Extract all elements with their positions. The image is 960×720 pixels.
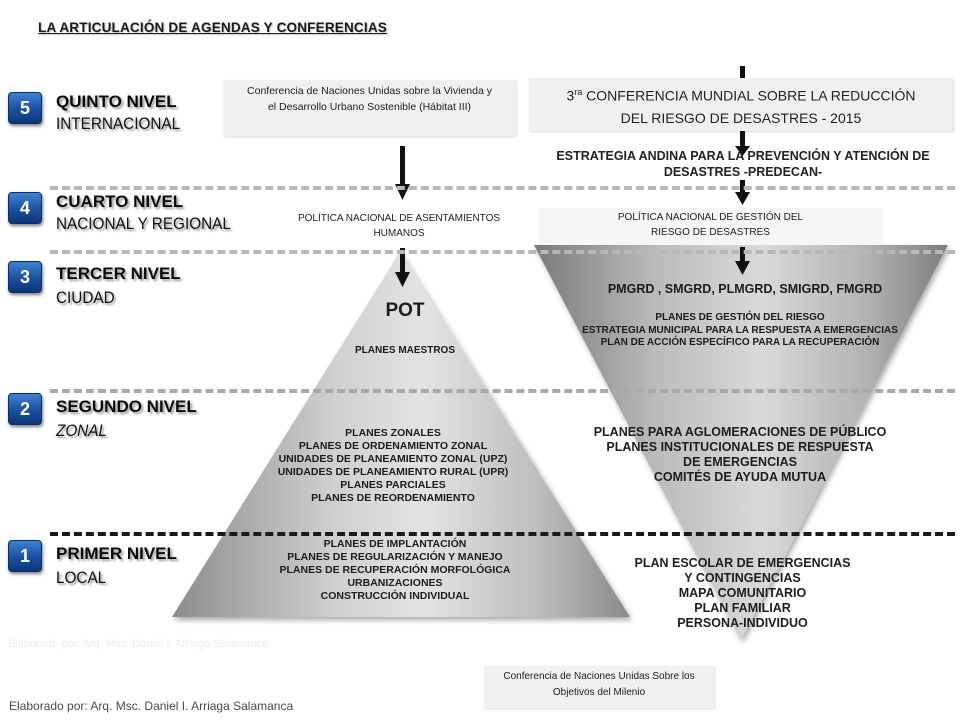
level-subtitle: CIUDAD: [56, 288, 115, 307]
faded-credit-box: [0, 632, 420, 670]
arrow-down-icon: [735, 180, 750, 205]
local-risk-plan-item: PERSONA-INDIVIDUO: [677, 616, 808, 630]
city-risk-header: PMGRD , SMGRD, PLMGRD, SMIGRD, FMGRD: [607, 282, 883, 296]
city-risk-plans: [545, 312, 935, 350]
national-settlements-policy: POLÍTICA NACIONAL DE ASENTAMIENTOS HUMANOS: [297, 213, 501, 239]
local-plan-item: PLANES DE REGULARIZACIÓN Y MANEJO: [287, 551, 503, 563]
city-risk-plan-item: PLAN DE ACCIÓN ESPECÍFICO PARA LA RECUPERACIÓN: [600, 337, 880, 348]
local-risk-plan-item: Y CONTINGENCIAS: [684, 571, 801, 585]
level-title: SEGUNDO NIVEL: [56, 397, 197, 416]
risk-policy-box: [538, 208, 883, 244]
planes-maestros-label: PLANES MAESTROS: [354, 345, 455, 356]
zonal-plan-item: PLANES ZONALES: [345, 427, 441, 439]
mdg-conference-text: Conferencia de Naciones Unidas Sobre los Objetivos del Milenio: [503, 671, 695, 698]
risk-policy-text: POLÍTICA NACIONAL DE GESTIÓN DEL RIESGO DE DESASTRES: [617, 212, 804, 238]
zonal-risk-plans: [555, 425, 925, 485]
city-risk-plan-item: ESTRATEGIA MUNICIPAL PARA LA RESPUESTA A EMERGENCIAS: [582, 324, 898, 336]
sendai-conference-box: [529, 78, 953, 131]
level-title: TERCER NIVEL: [56, 264, 181, 283]
zonal-plan-item: PLANES DE ORDENAMIENTO ZONAL: [298, 440, 488, 452]
author-credit: Elaborado por: Arq. Msc. Daniel I. Arriaga Salamanca: [9, 699, 294, 713]
city-risk-plan-item: PLANES DE GESTIÓN DEL RIESGO: [655, 312, 825, 323]
sendai-line-1: [529, 81, 953, 107]
habitat-conference-box: [223, 80, 516, 136]
sendai-text: CONFERENCIA MUNDIAL SOBRE LA REDUCCIÓN: [582, 87, 916, 104]
level-number-badge: 5: [8, 92, 42, 124]
local-plan-item: URBANIZACIONES: [347, 577, 443, 589]
diagram-title: LA ARTICULACIÓN DE AGENDAS Y CONFERENCIAS: [38, 20, 387, 35]
sendai-ordinal: 3: [566, 87, 575, 104]
zonal-risk-plan-item: PLANES PARA AGLOMERACIONES DE PÚBLICO: [593, 425, 887, 439]
predecan-strategy: ESTRATEGIA ANDINA PARA LA PREVENCIÓN Y ATENCIÓN DE DESASTRES -PREDECAN-: [556, 149, 930, 179]
local-risk-plan-item: PLAN FAMILIAR: [694, 601, 791, 615]
level-separator: [50, 532, 955, 536]
level-number-badge: 3: [8, 261, 42, 293]
pot-label: POT: [385, 300, 425, 321]
level-number-badge: 1: [8, 540, 42, 572]
sendai-line-2: DEL RIESGO DE DESASTRES - 2015: [620, 109, 862, 126]
level-separator: [50, 250, 955, 254]
zonal-plan-item: UNIDADES DE PLANEAMIENTO ZONAL (UPZ): [278, 453, 508, 465]
level-title: QUINTO NIVEL: [56, 92, 177, 111]
local-plan-item: PLANES DE IMPLANTACIÓN: [323, 538, 467, 550]
local-plan-item: CONSTRUCCIÓN INDIVIDUAL: [320, 590, 470, 602]
level-subtitle: NACIONAL Y REGIONAL: [56, 214, 231, 233]
level-separator: [50, 186, 955, 190]
level-title: CUARTO NIVEL: [56, 192, 184, 211]
local-risk-plan-item: PLAN ESCOLAR DE EMERGENCIAS: [634, 556, 851, 570]
local-plans-list: [265, 538, 525, 603]
zonal-plan-item: PLANES DE REORDENAMIENTO: [311, 492, 475, 504]
local-risk-plan-item: MAPA COMUNITARIO: [678, 586, 807, 600]
zonal-risk-plan-item: DE EMERGENCIAS: [683, 455, 797, 469]
zonal-risk-plan-item: COMITÉS DE AYUDA MUTUA: [653, 470, 827, 484]
local-risk-plans: [600, 556, 885, 631]
habitat-conference-text: Conferencia de Naciones Unidas sobre la Vivienda y el Desarrollo Urbano Sostenible (Hábitat III): [247, 85, 492, 113]
zonal-plan-item: UNIDADES DE PLANEAMIENTO RURAL (UPR): [277, 466, 509, 478]
level-title: PRIMER NIVEL: [56, 544, 177, 563]
arrow-down-icon: [395, 146, 410, 200]
mdg-conference-box: [484, 666, 714, 708]
level-number-badge: 2: [8, 393, 42, 425]
sendai-ordinal-suffix: ra: [574, 87, 583, 97]
local-plan-item: PLANES DE RECUPERACIÓN MORFOLÓGICA: [279, 564, 511, 576]
level-number-badge: 4: [8, 192, 42, 224]
level-subtitle: LOCAL: [56, 568, 107, 587]
level-separator: [50, 389, 955, 393]
zonal-plans-list: [265, 427, 521, 505]
zonal-risk-plan-item: PLANES INSTITUCIONALES DE RESPUESTA: [606, 440, 874, 454]
level-subtitle: INTERNACIONAL: [56, 114, 181, 133]
zonal-plan-item: PLANES PARCIALES: [340, 479, 446, 491]
faded-credit-text: Elaborado por: Arq. Msc. Daniel I. Arriaga Salamanca: [8, 638, 269, 650]
level-subtitle: ZONAL: [56, 421, 108, 440]
